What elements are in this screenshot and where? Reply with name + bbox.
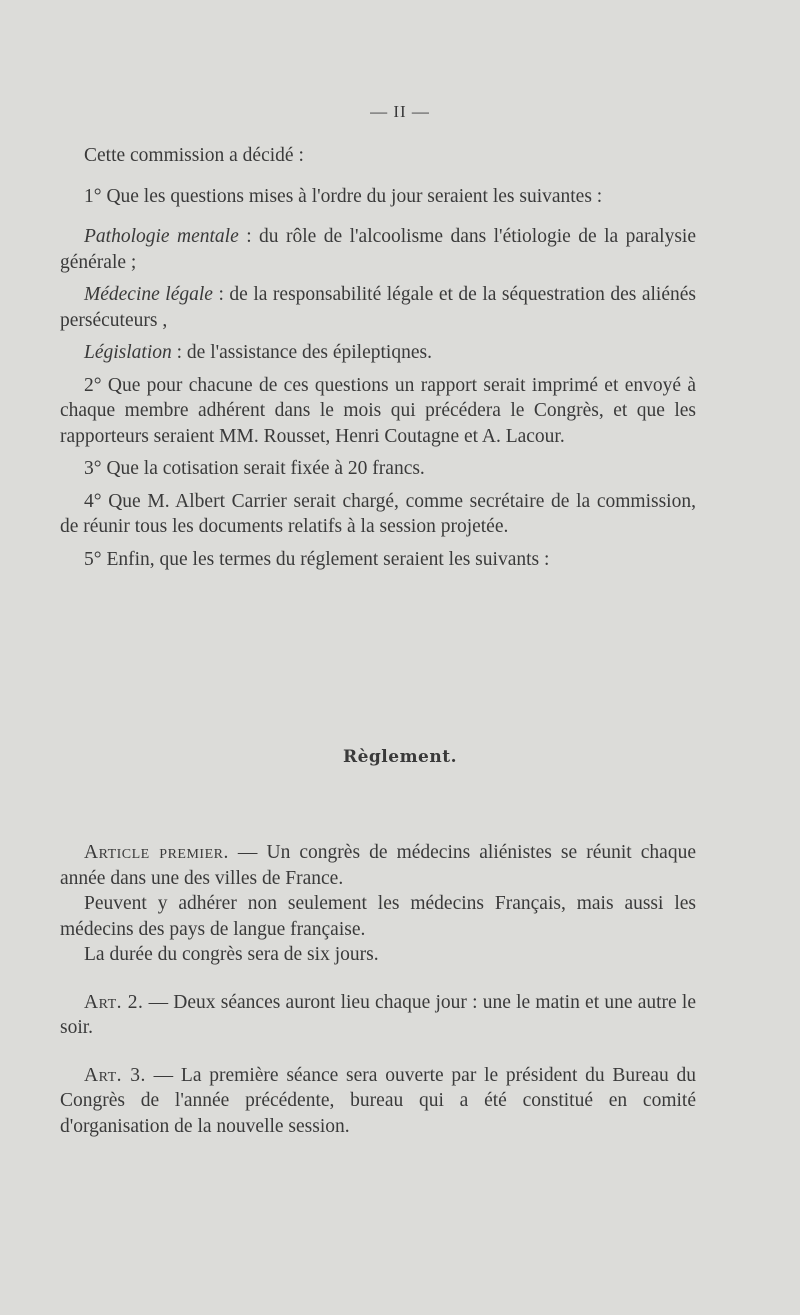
topic-label: Médecine légale (84, 284, 213, 305)
article-2 (60, 990, 696, 1041)
regulation-block (60, 840, 696, 1139)
topic-medecine (60, 282, 696, 333)
article-text: — Deux séances auront lieu chaque jour : une le matin et une autre le soir. (60, 991, 696, 1038)
article-label: Article premier. (84, 842, 229, 863)
resolution-number: 2° (84, 374, 108, 396)
resolution-5 (60, 547, 696, 573)
resolution-number: 3° (84, 458, 107, 479)
topic-text: : du rôle de l'alcoolisme dans l'étiologie de la paralysie générale ; (60, 226, 696, 273)
resolution-1 (60, 184, 696, 210)
topic-text: : de l'assistance des épileptiqnes. (171, 342, 432, 363)
topic-label: Législation (84, 342, 172, 363)
topic-pathologie (60, 224, 696, 275)
resolution-3 (60, 456, 696, 482)
article-label: Art. 2. (84, 991, 144, 1013)
topic-text: : de la responsabilité légale et de la séquestration des aliénés persécuteurs , (60, 284, 696, 331)
article-text: — Un congrès de médecins aliénistes se réunit chaque année dans une des villes de France. (60, 842, 696, 889)
section-heading: Règlement. (342, 747, 458, 767)
resolution-text: Que la cotisation serait fixée à 20 francs. (106, 458, 425, 479)
resolution-number: 1° (84, 185, 107, 207)
resolution-number: 4° (84, 490, 109, 512)
article-1-paragraph-3: La durée du congrès sera de six jours. (84, 944, 379, 965)
resolution-4 (60, 489, 696, 540)
resolution-text: Que les questions mises à l'ordre du jour seraient les suivantes : (106, 185, 603, 207)
resolution-text: Que M. Albert Carrier serait chargé, comme secrétaire de la commission, de réunir tous les documents relatifs à la session projetée. (60, 490, 696, 537)
article-label: Art. 3. (84, 1064, 146, 1086)
article-text: — La première séance sera ouverte par le président du Bureau du Congrès de l'année précédente, bureau qui a été constitué en comité d'organisation de la nouvelle session. (60, 1064, 697, 1137)
article-1-paragraph-2: Peuvent y adhérer non seulement les médecins Français, mais aussi les médecins des pays de langue française. (60, 893, 696, 940)
intro-paragraph: Cette commission a décidé : (84, 145, 304, 166)
topic-legislation (60, 340, 696, 366)
resolutions-block (60, 143, 696, 572)
article-3 (60, 1063, 696, 1140)
resolution-text: Que pour chacune de ces questions un rapport serait imprimé et envoyé à chaque membre adhérent dans le mois qui précédera le Congrès, et que les rapporteurs seraient MM. Rousset, Henri Coutagne et A. Lacour. (60, 374, 696, 447)
resolution-number: 5° (84, 548, 107, 570)
article-1 (60, 840, 696, 891)
topic-label: Pathologie mentale (84, 226, 239, 247)
resolution-text: Enfin, que les termes du réglement seraient les suivants : (106, 548, 550, 570)
page-number: — II — (370, 102, 430, 121)
resolution-2 (60, 373, 696, 450)
